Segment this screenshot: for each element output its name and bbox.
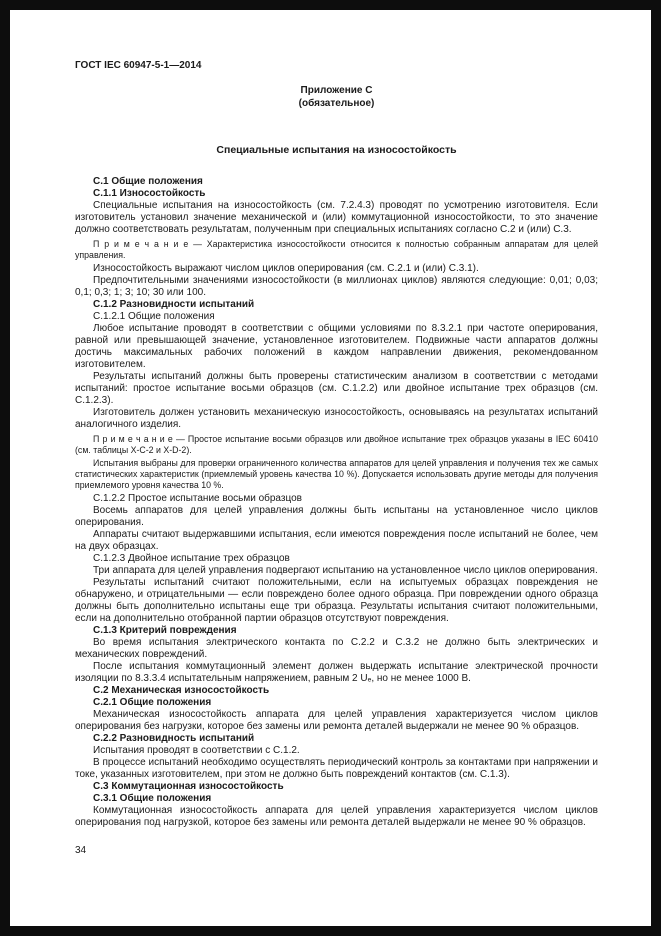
section-heading: С.2 Механическая износостойкость	[93, 685, 270, 697]
note-text: Испытания выбраны для проверки ограниченного количества аппаратов для целей управления и получения тех же самых статистических характеристик (приемлемый уровень качества 10 %). Допускается использовать другие методы для получения приемлемого уровня качества 10 %.	[75, 458, 598, 490]
clause-heading: С.1.2.2 Простое испытание восьми образцов	[93, 493, 302, 505]
section-heading: С.1.1 Износостойкость	[93, 188, 206, 199]
section-heading: С.1.3 Критерий повреждения	[93, 625, 237, 637]
document-body	[75, 176, 598, 829]
clause-heading: С.1.2.3 Двойное испытание трех образцов	[93, 553, 290, 565]
page-title: Специальные испытания на износостойкость	[216, 144, 457, 156]
paragraph: Предпочтительными значениями износостойкости (в миллионах циклов) являются следующие: 0,01; 0,03; 0,1; 0,3; 1; 3; 10; 30 или 100.	[75, 275, 598, 299]
paragraph: Испытания проводят в соответствии с С.1.2.	[93, 745, 300, 757]
paragraph: Изготовитель должен установить механическую износостойкость, основываясь на результатах испытаний аналогичного изделия.	[75, 407, 598, 431]
page-number: 34	[75, 845, 87, 857]
document-page	[10, 10, 651, 926]
annex-label: Приложение С	[300, 85, 373, 96]
clause-heading: С.1.2.1 Общие положения	[93, 311, 215, 323]
annex-block	[75, 85, 598, 110]
paragraph: Три аппарата для целей управления подвергают испытанию на установленное число циклов оперирования.	[93, 565, 598, 577]
annex-type: (обязательное)	[298, 97, 375, 109]
paragraph: Восемь аппаратов для целей управления должны быть испытаны на установленное число циклов оперирования.	[75, 505, 598, 529]
section-heading: С.2.2 Разновидность испытаний	[93, 733, 255, 745]
paragraph: Любое испытание проводят в соответствии с общими условиями по 8.3.2.1 при частоте оперирования, равной или превышающей значение, установленное изготовителем. Подвижные части аппаратов должны достичь максимальных рабочих положений в каждом направлении движения, рекомендованном изготовителем.	[75, 323, 598, 371]
paragraph: В процессе испытаний необходимо осуществлять периодический контроль за контактами при напряжении и токе, указанных изготовителем, при этом не должно быть повреждений контактов (см. С.1.3).	[75, 757, 598, 781]
paragraph: Аппараты считают выдержавшими испытания, если имеются повреждения после испытаний не более, чем на двух образцах.	[75, 529, 598, 553]
note-text: П р и м е ч а н и е — Простое испытание восьми образцов или двойное испытание трех образцов указаны в IEC 60410 (см. таблицы X-C-2 и X-D-2).	[75, 434, 598, 455]
paragraph: Во время испытания электрического контакта по С.2.2 и С.3.2 не должно быть электрических и механических повреждений.	[75, 637, 598, 661]
paragraph: После испытания коммутационный элемент должен выдержать испытание электрической прочности изоляции по 8.3.3.4 испытательным напряжением, равным 2 Uₑ, но не менее 1000 В.	[75, 661, 598, 685]
paragraph: Коммутационная износостойкость аппарата для целей управления характеризуется числом циклов оперирования под нагрузкой, которое без замены или ремонта деталей выдержали не менее 90 % образцов.	[75, 805, 598, 829]
section-heading: С.1.2 Разновидности испытаний	[93, 299, 255, 311]
paragraph: Специальные испытания на износостойкость (см. 7.2.4.3) проводят по усмотрению изготовителя. Если изготовитель установил значение механической и (или) коммутационной износостойкости, то это значение должно соответствовать результатам, полученным при специальных испытаниях согласно С.2 и (или) С.3.	[75, 200, 598, 235]
paragraph: Износостойкость выражают числом циклов оперирования (см. С.2.1 и (или) С.3.1).	[93, 263, 479, 275]
section-heading: С.3 Коммутационная износостойкость	[93, 781, 284, 793]
section-heading: С.2.1 Общие положения	[93, 697, 212, 709]
section-heading: С.3.1 Общие положения	[93, 793, 212, 805]
paragraph: Результаты испытаний должны быть проверены статистическим анализом в соответствии с методами испытаний: простое испытание восьми образцов (см. С.1.2.2) или двойное испытание трех образцов (см. С.1.2.3).	[75, 371, 598, 407]
paragraph: Результаты испытаний считают положительными, если на испытуемых образцах повреждения не обнаружено, и отрицательными — если повреждено более одного образца. При повреждении одного образца должны быть дополнительно испытаны еще три образца. Результаты испытания считают положительными, если на дополнительно отобранной партии образцов отсутствуют повреждения.	[75, 577, 598, 625]
section-heading: С.1 Общие положения	[93, 176, 203, 187]
note-text: П р и м е ч а н и е — Характеристика износостойкости относится к полностью собранным аппаратам для целей управления.	[75, 239, 598, 260]
paragraph: Механическая износостойкость аппарата для целей управления характеризуется числом циклов оперирования без нагрузки, которое без замены или ремонта деталей выдержали не менее 90 % образцов.	[75, 709, 598, 733]
standard-designation: ГОСТ IEC 60947-5-1—2014	[75, 60, 202, 71]
